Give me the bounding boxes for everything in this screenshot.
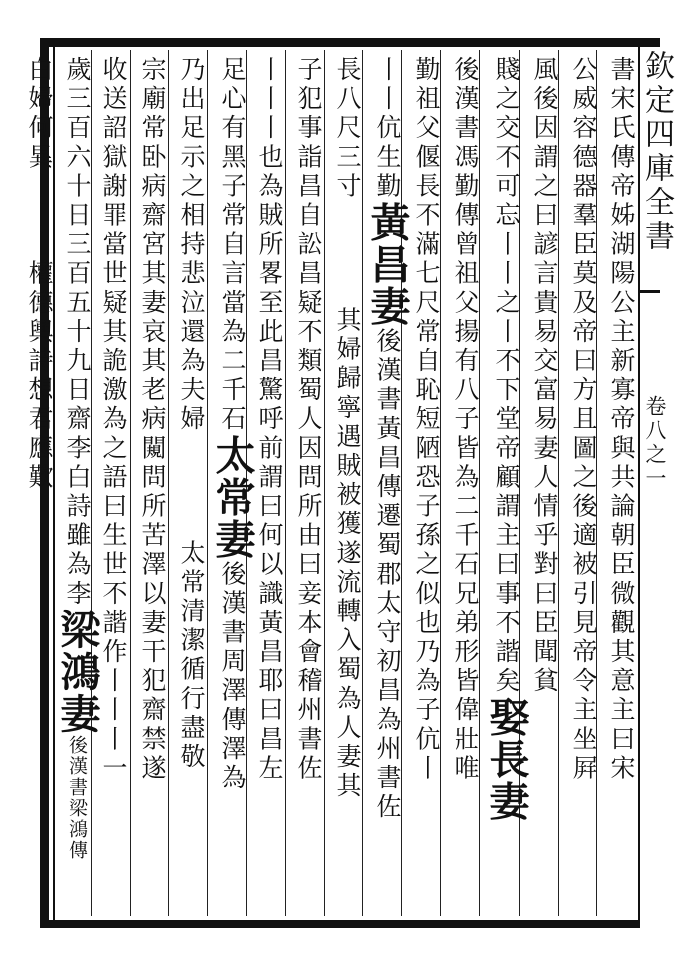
page-frame-top (40, 38, 660, 47)
column-text: 歲三百六十日三百五十九日齋李白詩雖為李 (63, 56, 92, 609)
text-column (289, 56, 323, 914)
text-column (405, 56, 441, 914)
column-text: 丨丨丨也為賊所畧至此昌驚呼前謂曰何以識黃昌耶曰昌左 (255, 56, 284, 784)
column-text: 子犯事詣昌自訟昌疑不類蜀人因問所由曰妾本會稽州書佐 (294, 56, 323, 784)
column-text: 宗廟常卧病齋宮其妻哀其老病闚問所苦澤以妻干犯齋禁遂 (138, 56, 167, 784)
column-text: 太常清潔循行盡敬 (177, 539, 206, 773)
column-rule (168, 50, 169, 916)
column-text: 其婦歸寧遇賊被獲遂流轉入蜀為人妻其 (333, 306, 362, 802)
book-title: 欽定四庫全書 (639, 50, 674, 254)
column-text: 公威容德器羣臣莫及帝曰方且圖之後適被引見帝令主坐屛 (569, 56, 598, 784)
entry-title: 太常妻 (209, 434, 256, 561)
text-column (18, 56, 54, 914)
column-text: 後漢書馮勤傳曾祖父揚有八子皆為二千石兄弟形皆偉壯唯 (451, 56, 480, 784)
column-rule (285, 50, 286, 916)
column-text: 丨丨伉生勤 (373, 56, 402, 202)
text-column (54, 56, 101, 914)
column-text: 長八尺三寸 (333, 56, 362, 202)
text-column (444, 56, 480, 914)
column-rule (130, 50, 131, 916)
column-text: 賤之交不可忘丨丨之丨不下堂帝顧謂主曰事不諧矣 (492, 56, 521, 697)
column-text: 收送詔獄謝罪當世疑其詭激為之語曰生世不諧作丨丨丨一 (99, 56, 128, 784)
page-frame-bottom (40, 920, 640, 928)
column-rule (207, 50, 208, 916)
text-column (133, 56, 167, 914)
column-text: 足心有黑子常自言當為二千石 (218, 56, 247, 435)
title-gap (347, 202, 348, 307)
title-gap (191, 434, 192, 539)
column-text: 白婦何異丨丨丨權德輿詩想君應歎丨丨丨 (25, 56, 54, 580)
text-column (172, 56, 206, 914)
text-column (328, 56, 362, 914)
text-column (483, 56, 530, 914)
text-column (94, 56, 128, 914)
column-text: 書宋氏傳帝姊湖陽公主新寡帝與共論朝臣微觀其意主曰宋 (607, 56, 636, 784)
column-text: 後漢書周澤傳澤為 (218, 560, 247, 794)
column-text: 後漢書黃昌傳遷蜀郡太守初昌為州書佐 (373, 327, 402, 823)
column-text: 勤祖父偃長不滿七尺常自恥短陋恐子孫之似也乃為子伉丨 (412, 56, 441, 784)
column-text: 乃出足示之相持悲泣還為夫婦 (177, 56, 206, 435)
column-rule (362, 50, 363, 916)
column-text: 後漢書梁鴻傳 (66, 734, 88, 861)
text-column (364, 56, 411, 914)
text-column (209, 56, 256, 914)
text-column (600, 56, 636, 914)
entry-title: 黃昌妻 (364, 201, 411, 328)
volume-label: 卷八之一 (643, 395, 667, 491)
entry-title: 梁鴻妻 (54, 608, 101, 735)
column-text: 風後因謂之曰諺言貴易交富易妻人情乎對曰臣聞貧 (530, 56, 559, 697)
entry-title: 娶長妻 (483, 696, 530, 823)
column-rule (324, 50, 325, 916)
text-column (562, 56, 598, 914)
